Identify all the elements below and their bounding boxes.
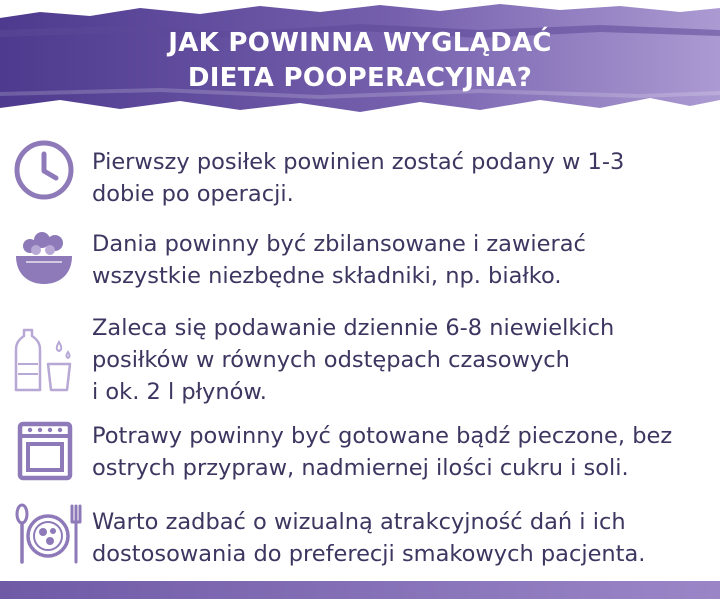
title-line-1: JAK POWINNA WYGLĄDAĆ [168,28,552,58]
list-item-text: Zaleca się podawanie dziennie 6-8 niewielkich posiłków w równych odstępach czasowych i ok. 2 l płynów. [92,315,615,405]
footer-bar [0,581,720,599]
oven-icon [12,418,78,482]
list-item-text: Pierwszy posiłek powinien zostać podany w 1-3 dobie po operacji. [92,149,625,207]
water-bottle-glass-icon [12,324,78,396]
clock-icon [12,138,78,202]
salad-bowl-icon [12,228,78,290]
list-item-text: Potrawy powinny być gotowane bądź pieczone, bez ostrych przypraw, nadmiernej ilości cukru i soli. [92,423,673,481]
header-banner [0,0,720,118]
list-item-text: Warto zadbać o wizualną atrakcyjność dań i ich dostosowania do preferecji smakowych pacjenta. [92,509,646,567]
page-title [0,26,720,96]
plate-cutlery-icon [10,500,76,568]
list-item-text: Dania powinny być zbilansowane i zawierać wszystkie niezbędne składniki, np. białko. [92,231,586,289]
title-line-2: DIETA POOPERACYJNA? [187,63,533,93]
